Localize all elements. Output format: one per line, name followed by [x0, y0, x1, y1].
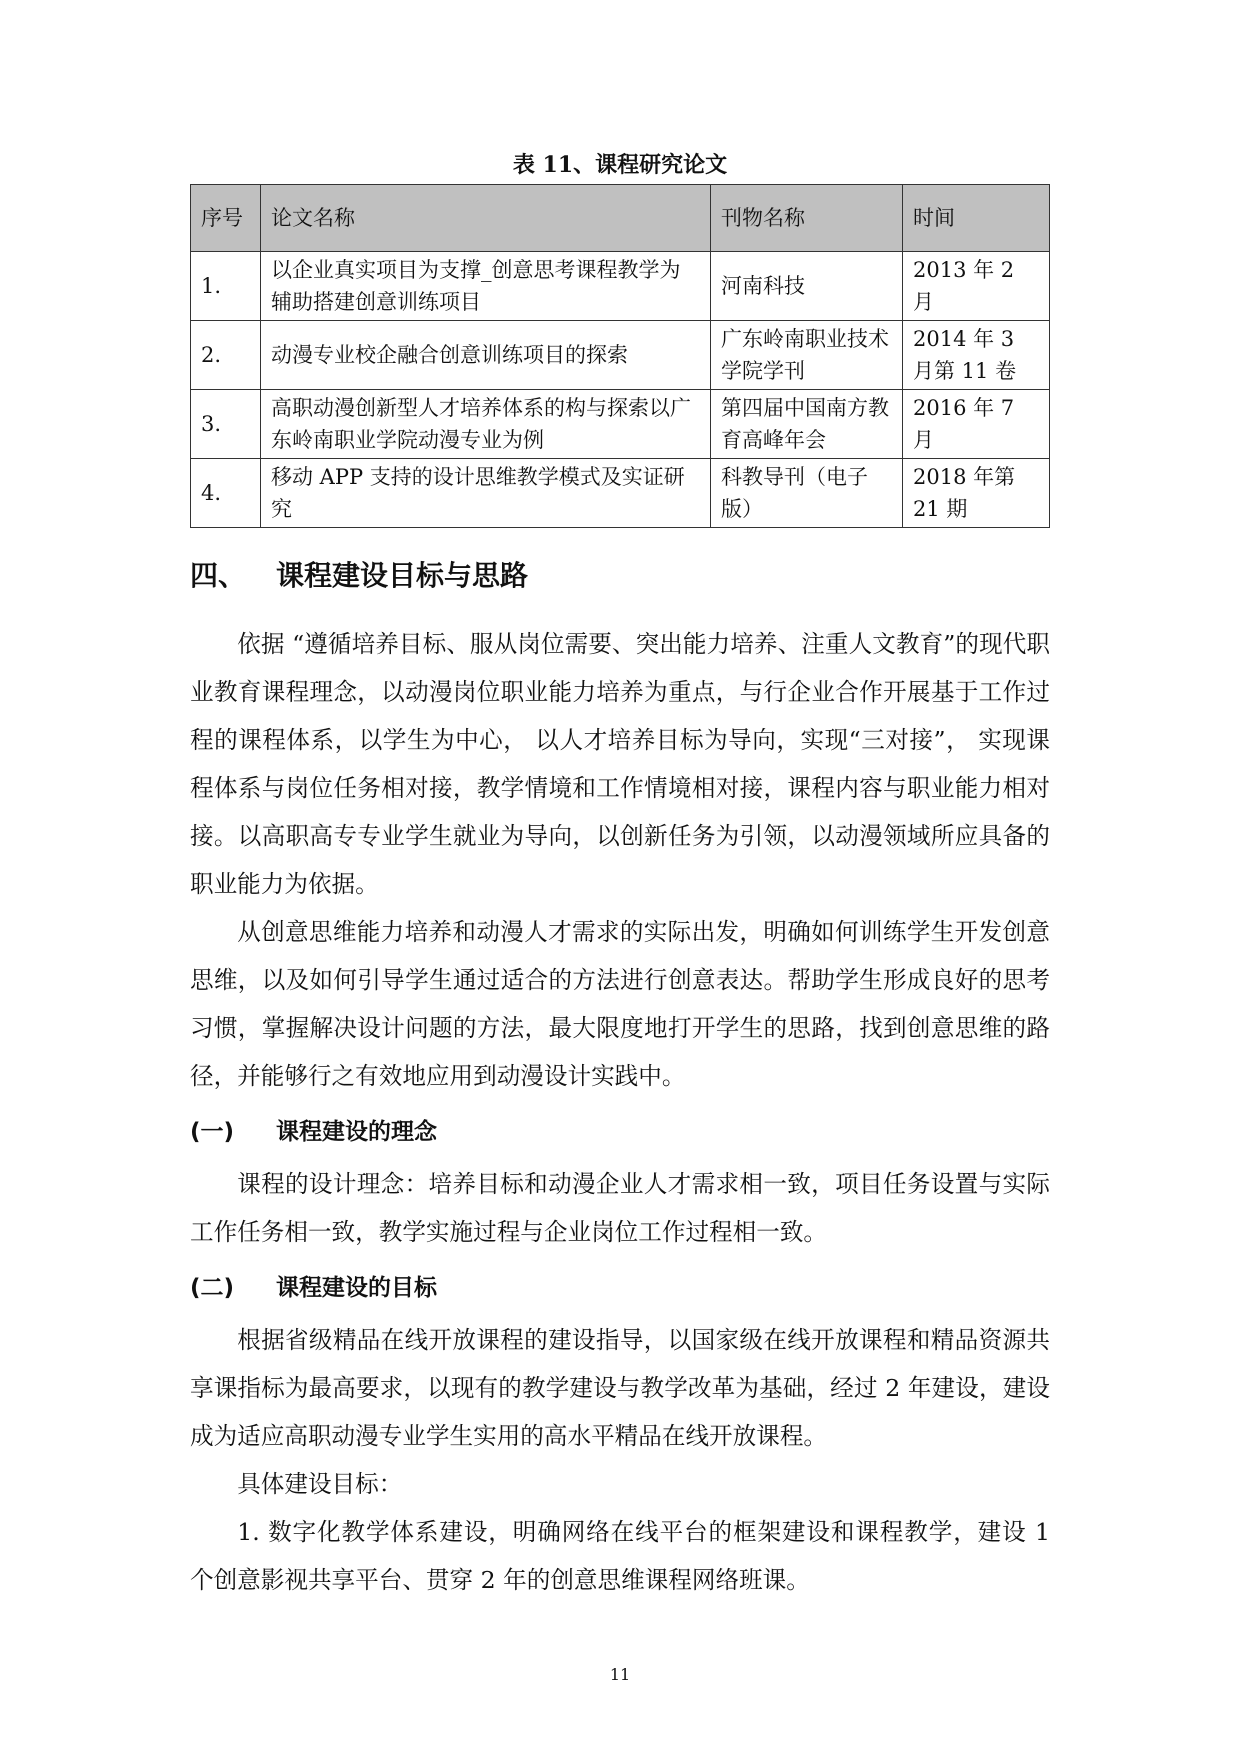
paragraph: 从创意思维能力培养和动漫人才需求的实际出发，明确如何训练学生开发创意思维，以及如何引导学生通过适合的方法进行创意表达。帮助学生形成良好的思考习惯，掌握解决设计问题的方法，最大限度地打开学生的思路，找到创意思维的路径，并能够行之有效地应用到动漫设计实践中。 — [190, 918, 1050, 1090]
cell-title: 以企业真实项目为支撑_创意思考课程教学为辅助搭建创意训练项目 — [261, 252, 711, 321]
cell-index: 2. — [191, 321, 261, 390]
cell-index: 4. — [191, 459, 261, 528]
table-caption: 表 11、课程研究论文 — [512, 152, 728, 178]
subsection-heading — [190, 1270, 1050, 1306]
paragraph: 根据省级精品在线开放课程的建设指导，以国家级在线开放课程和精品资源共享课指标为最高要求，以现有的教学建设与教学改革为基础，经过 2 年建设，建设成为适应高职动漫专业学生实用的高水平精品在线开放课程。 — [190, 1326, 1050, 1450]
cell-date: 2014 年 3 月第 11 卷 — [903, 321, 1050, 390]
page-number: 11 — [609, 1665, 631, 1684]
subsection-title: 课程建设的理念 — [276, 1119, 437, 1145]
cell-journal: 河南科技 — [711, 252, 903, 321]
section-title: 课程建设目标与思路 — [276, 559, 529, 592]
paragraph: 依据 “遵循培养目标、服从岗位需要、突出能力培养、注重人文教育”的现代职业教育课程理念，以动漫岗位职业能力培养为重点，与行企业合作开展基于工作过程的课程体系，以学生为中心， 以人才培养目标为导向，实现“三对接”， 实现课程体系与岗位任务相对接，教学情境和工作情境相对接，课程内容与职业能力相对接。以高职高专专业学生就业为导向，以创新任务为引领，以动漫领域所应具备的职业能力为依据。 — [190, 630, 1050, 898]
page-content — [190, 0, 1050, 1686]
papers-table — [190, 184, 1050, 528]
header-date: 时间 — [903, 185, 1050, 252]
cell-date: 2018 年第 21 期 — [903, 459, 1050, 528]
cell-journal: 科教导刊（电子版） — [711, 459, 903, 528]
paragraph: 1. 数字化教学体系建设，明确网络在线平台的框架建设和课程教学，建设 1 个创意影视共享平台、贯穿 2 年的创意思维课程网络班课。 — [190, 1518, 1050, 1594]
cell-title: 动漫专业校企融合创意训练项目的探索 — [261, 321, 711, 390]
table-row — [191, 459, 1050, 528]
subsection-title: 课程建设的目标 — [276, 1275, 437, 1301]
cell-journal: 广东岭南职业技术学院学刊 — [711, 321, 903, 390]
header-title: 论文名称 — [261, 185, 711, 252]
cell-title: 高职动漫创新型人才培养体系的构与探索以广东岭南职业学院动漫专业为例 — [261, 390, 711, 459]
section-number: 四、 — [190, 559, 247, 592]
cell-journal: 第四届中国南方教育高峰年会 — [711, 390, 903, 459]
cell-title: 移动 APP 支持的设计思维教学模式及实证研究 — [261, 459, 711, 528]
cell-index: 1. — [191, 252, 261, 321]
table-row — [191, 321, 1050, 390]
table-row — [191, 252, 1050, 321]
header-journal: 刊物名称 — [711, 185, 903, 252]
table-header-row — [191, 185, 1050, 252]
subsection-heading — [190, 1114, 1050, 1150]
cell-index: 3. — [191, 390, 261, 459]
cell-date: 2013 年 2 月 — [903, 252, 1050, 321]
subsection-number: (二) — [190, 1275, 235, 1301]
table-row — [191, 390, 1050, 459]
section-heading — [190, 556, 1050, 596]
subsection-number: (一) — [190, 1119, 235, 1145]
paragraph: 具体建设目标： — [237, 1470, 403, 1498]
header-index: 序号 — [191, 185, 261, 252]
cell-date: 2016 年 7 月 — [903, 390, 1050, 459]
paragraph: 课程的设计理念：培养目标和动漫企业人才需求相一致，项目任务设置与实际工作任务相一致，教学实施过程与企业岗位工作过程相一致。 — [190, 1170, 1050, 1246]
